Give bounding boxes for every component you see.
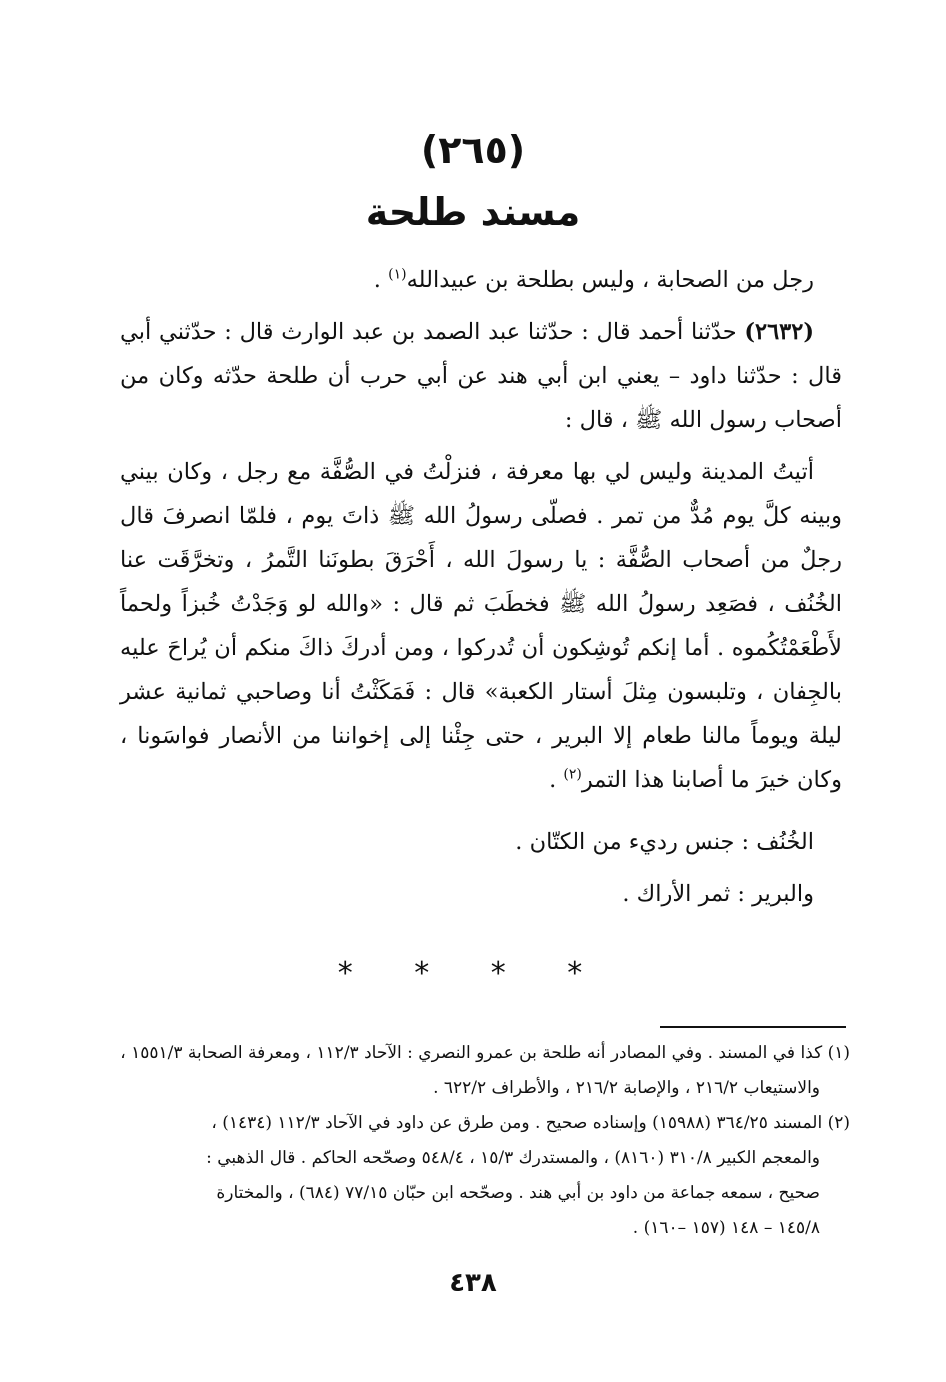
main-text (120, 258, 842, 920)
page-number: ٤٣٨ (449, 1268, 497, 1298)
intro-text: رجل من الصحابة ، وليس بطلحة بن عبيدالله (406, 267, 814, 293)
footnote-1-line-2: والاستيعاب ٢١٦/٢ ، والإصابة ٢١٦/٢ ، والأطراف ٦٢٢/٢ . (433, 1078, 820, 1098)
footnote-divider (660, 1026, 846, 1028)
definition-barir: والبرير : ثمر الأراك . (622, 881, 814, 907)
intro-paragraph (120, 258, 842, 302)
footnote-2-line-1: (٢) المسند ٣٦٤/٢٥ (١٥٩٨٨) وإسناده صحيح . ومن طرق عن داود في الآحاد ١١٢/٣ (١٤٣٤) ، (211, 1113, 850, 1133)
footnotes (120, 1036, 850, 1246)
section-separator: * * * * (337, 956, 609, 991)
hadith-end: . (549, 767, 564, 793)
hadith-isnad-paragraph (120, 310, 842, 442)
hadith-isnad: حدّثنا أحمد قال : حدّثنا عبد الصمد بن عبد الوارث قال : حدّثني أبي قال : حدّثنا داود – يعني ابن أبي هند عن أبي حرب أن طلحة حدّثه وكان من أصحاب رسول الله ﷺ ، قال : (120, 319, 842, 433)
footnote-1-line-1: (١) كذا في المسند . وفي المصادر أنه طلحة بن عمرو النصري : الآحاد ١١٢/٣ ، ومعرفة الصحابة ١٥٥١/٣ ، (120, 1043, 850, 1063)
hadith-matn-paragraph (120, 450, 842, 802)
footnote-2-line-3: صحيح ، سمعه جماعة من داود بن أبي هند . وصحّحه ابن حبّان ٧٧/١٥ (٦٨٤) ، والمختارة (216, 1183, 820, 1203)
hadith-number: (٢٦٣٢) (744, 319, 814, 345)
chapter-number: (٢٦٥) (420, 128, 526, 172)
footnote-ref-2: (٢) (563, 766, 582, 783)
footnote-2-line-4: ١٤٥/٨ – ١٤٨ (١٥٧ –١٦٠) . (632, 1218, 820, 1238)
footnote-ref-1: (١) (388, 266, 407, 283)
intro-end: . (373, 267, 389, 293)
hadith-matn: أتيتُ المدينة وليس لي بها معرفة ، فنزلْتُ في الصُّفَّة مع رجل ، وكان بيني وبينه كلَّ يوم مُدٌّ من تمر . فصلّى رسولُ الله ﷺ ذاتَ يوم ، فلمّا انصرفَ قال رجلٌ من أصحاب الصُّفَّة : يا رسولَ الله ، أَحْرَقَ بطونَنا التَّمرُ ، وتخرَّقَت عنا الخُنُف ، فصَعِد رسولُ الله ﷺ فخطَبَ ثم قال : «والله لو وَجَدْتُ خُبزاً ولحماً لأَطْعَمْتُكُموه . أما إنكم تُوشِكون أن تُدركوا ، ومن أدركَ ذاكَ منكم أن يُراحَ عليه بالجِفان ، وتلبسون مِثلَ أستار الكعبة» قال : فَمَكَثْتُ أنا وصاحبي ثمانية عشر ليلة ويوماً مالنا طعام إلا البرير ، حتى جِئْنا إلى إخواننا من الأنصار فواسَونا ، وكان خيرَ ما أصابنا هذا التمر (120, 459, 842, 793)
definition-khunuf: الخُنُف : جنس رديء من الكتّان . (515, 829, 814, 855)
definitions (120, 816, 842, 920)
chapter-title: مسند طلحة (365, 190, 581, 234)
footnote-2-line-2: والمعجم الكبير ٣١٠/٨ (٨١٦٠) ، والمستدرك ١٥/٣ ، ٥٤٨/٤ وصحّحه الحاكم . قال الذهبي : (206, 1148, 820, 1168)
